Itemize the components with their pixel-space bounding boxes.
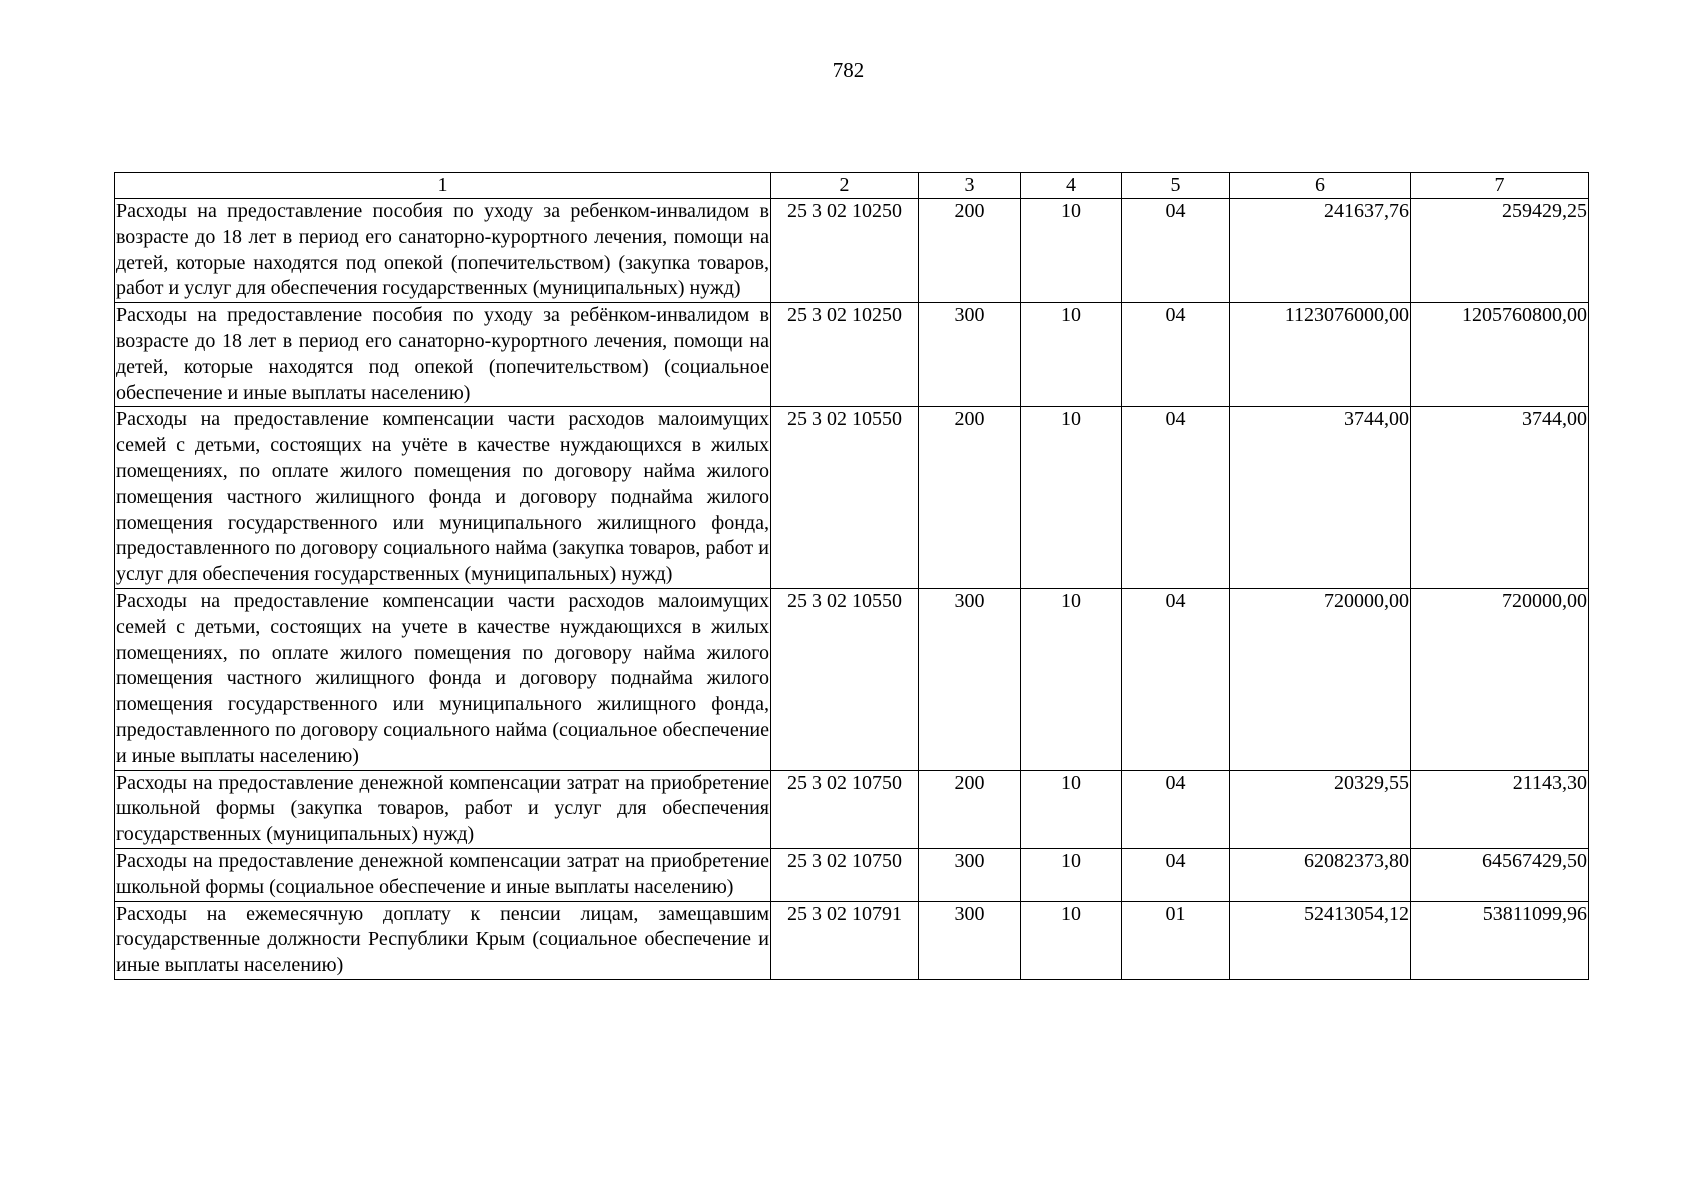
expense-description: Расходы на ежемесячную доплату к пенсии лицам, замещавшим государственные должности Республики Крым (социальное обеспечение и иные выплаты населению): [115, 901, 771, 979]
table-body: [115, 199, 1589, 980]
header-col-3: 3: [919, 173, 1021, 199]
subsection: 04: [1122, 588, 1230, 770]
target-code: 25 3 02 10791: [771, 901, 919, 979]
amount-col-7: 53811099,96: [1411, 901, 1589, 979]
target-code: 25 3 02 10550: [771, 407, 919, 589]
budget-table: [114, 172, 1589, 980]
section: 10: [1021, 848, 1122, 901]
expense-description: Расходы на предоставление денежной компенсации затрат на приобретение школьной формы (социальное обеспечение и иные выплаты населению): [115, 848, 771, 901]
amount-col-6: 20329,55: [1230, 770, 1411, 848]
subsection: 01: [1122, 901, 1230, 979]
header-col-7: 7: [1411, 173, 1589, 199]
expense-type: 300: [919, 848, 1021, 901]
table-row: [115, 588, 1589, 770]
amount-col-7: 3744,00: [1411, 407, 1589, 589]
header-col-2: 2: [771, 173, 919, 199]
amount-col-6: 3744,00: [1230, 407, 1411, 589]
table-header: [115, 173, 1589, 199]
expense-description: Расходы на предоставление компенсации части расходов малоимущих семей с детьми, состоящих на учете в качестве нуждающихся в жилых помещениях, по оплате жилого помещения по договору найма жилого помещения частного жилищного фонда и договору поднайма жилого помещения государственного или муниципального жилищного фонда, предоставленного по договору социального найма (социальное обеспечение и иные выплаты населению): [115, 588, 771, 770]
section: 10: [1021, 303, 1122, 407]
target-code: 25 3 02 10250: [771, 199, 919, 303]
expense-type: 200: [919, 199, 1021, 303]
section: 10: [1021, 901, 1122, 979]
amount-col-6: 62082373,80: [1230, 848, 1411, 901]
subsection: 04: [1122, 407, 1230, 589]
amount-col-6: 1123076000,00: [1230, 303, 1411, 407]
table-row: [115, 303, 1589, 407]
amount-col-6: 52413054,12: [1230, 901, 1411, 979]
target-code: 25 3 02 10750: [771, 770, 919, 848]
header-col-5: 5: [1122, 173, 1230, 199]
amount-col-7: 64567429,50: [1411, 848, 1589, 901]
table-row: [115, 199, 1589, 303]
section: 10: [1021, 588, 1122, 770]
section: 10: [1021, 770, 1122, 848]
table-row: [115, 901, 1589, 979]
amount-col-7: 720000,00: [1411, 588, 1589, 770]
target-code: 25 3 02 10750: [771, 848, 919, 901]
amount-col-7: 259429,25: [1411, 199, 1589, 303]
amount-col-7: 1205760800,00: [1411, 303, 1589, 407]
subsection: 04: [1122, 770, 1230, 848]
section: 10: [1021, 199, 1122, 303]
target-code: 25 3 02 10250: [771, 303, 919, 407]
expense-description: Расходы на предоставление пособия по уходу за ребёнком-инвалидом в возрасте до 18 лет в период его санаторно-курортного лечения, помощи на детей, которые находятся под опекой (попечительством) (социальное обеспечение и иные выплаты населению): [115, 303, 771, 407]
header-col-1: 1: [115, 173, 771, 199]
expense-type: 300: [919, 901, 1021, 979]
subsection: 04: [1122, 303, 1230, 407]
target-code: 25 3 02 10550: [771, 588, 919, 770]
amount-col-6: 720000,00: [1230, 588, 1411, 770]
expense-description: Расходы на предоставление компенсации части расходов малоимущих семей с детьми, состоящих на учёте в качестве нуждающихся в жилых помещениях, по оплате жилого помещения по договору найма жилого помещения частного жилищного фонда и договору поднайма жилого помещения государственного или муниципального жилищного фонда, предоставленного по договору социального найма (закупка товаров, работ и услуг для обеспечения государственных (муниципальных) нужд): [115, 407, 771, 589]
table-row: [115, 848, 1589, 901]
expense-description: Расходы на предоставление пособия по уходу за ребенком-инвалидом в возрасте до 18 лет в период его санаторно-курортного лечения, помощи на детей, которые находятся под опекой (попечительством) (закупка товаров, работ и услуг для обеспечения государственных (муниципальных) нужд): [115, 199, 771, 303]
page-number: 782: [832, 58, 865, 82]
section: 10: [1021, 407, 1122, 589]
expense-description: Расходы на предоставление денежной компенсации затрат на приобретение школьной формы (закупка товаров, работ и услуг для обеспечения государственных (муниципальных) нужд): [115, 770, 771, 848]
header-row: [115, 173, 1589, 199]
header-col-6: 6: [1230, 173, 1411, 199]
table-row: [115, 770, 1589, 848]
expense-type: 200: [919, 770, 1021, 848]
expense-type: 200: [919, 407, 1021, 589]
subsection: 04: [1122, 848, 1230, 901]
subsection: 04: [1122, 199, 1230, 303]
expense-type: 300: [919, 588, 1021, 770]
table-row: [115, 407, 1589, 589]
header-col-4: 4: [1021, 173, 1122, 199]
amount-col-7: 21143,30: [1411, 770, 1589, 848]
amount-col-6: 241637,76: [1230, 199, 1411, 303]
expense-type: 300: [919, 303, 1021, 407]
